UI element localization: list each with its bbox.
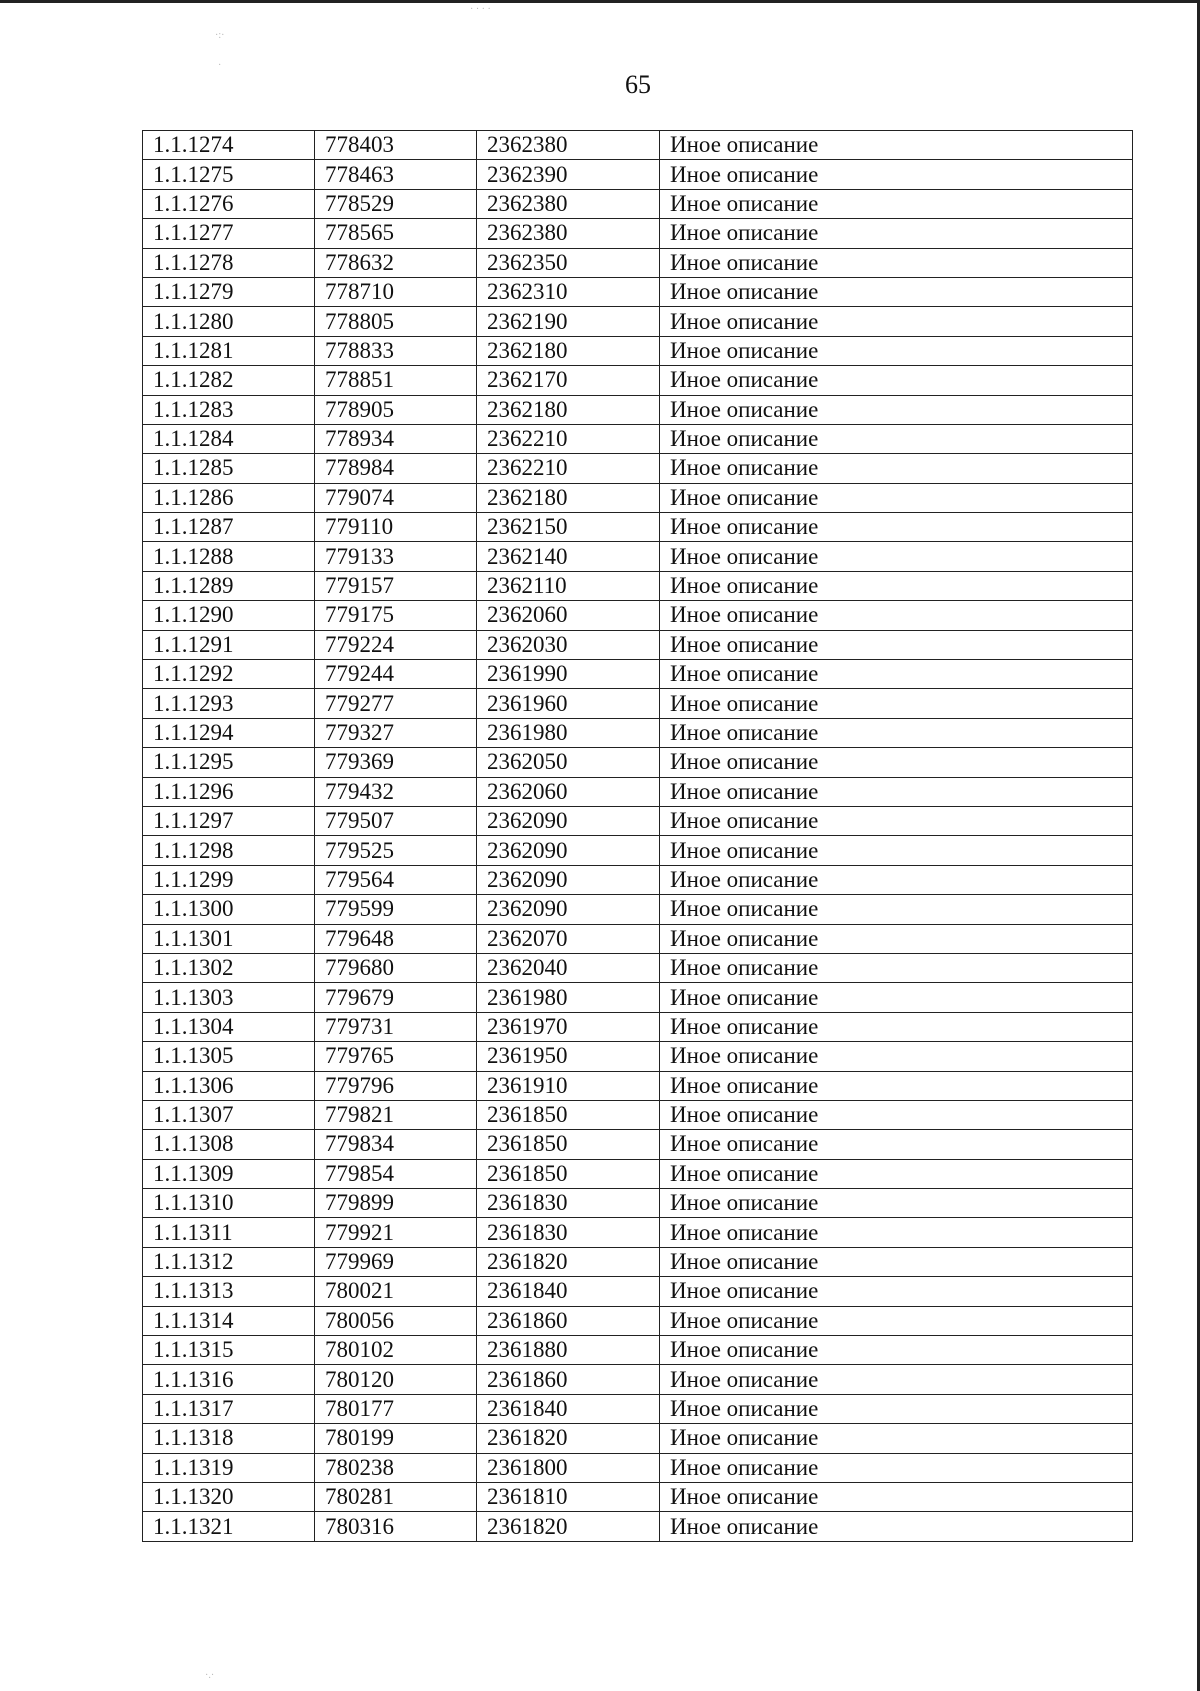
- point-number-cell: 1.1.1320: [143, 1482, 315, 1511]
- y-coordinate-cell: 2362090: [477, 895, 660, 924]
- table-row: [143, 895, 1133, 924]
- x-coordinate-cell: 779277: [315, 689, 477, 718]
- y-coordinate-cell: 2362150: [477, 513, 660, 542]
- x-coordinate-cell: 778805: [315, 307, 477, 336]
- point-number-cell: 1.1.1294: [143, 718, 315, 747]
- point-number-cell: 1.1.1313: [143, 1277, 315, 1306]
- table-row: [143, 1365, 1133, 1394]
- description-cell: Иное описание: [660, 806, 1133, 835]
- x-coordinate-cell: 778565: [315, 219, 477, 248]
- x-coordinate-cell: 779369: [315, 748, 477, 777]
- description-cell: Иное описание: [660, 1512, 1133, 1541]
- description-cell: Иное описание: [660, 777, 1133, 806]
- y-coordinate-cell: 2362380: [477, 219, 660, 248]
- x-coordinate-cell: 779765: [315, 1042, 477, 1071]
- point-number-cell: 1.1.1280: [143, 307, 315, 336]
- y-coordinate-cell: 2362350: [477, 248, 660, 277]
- point-number-cell: 1.1.1301: [143, 924, 315, 953]
- y-coordinate-cell: 2361990: [477, 660, 660, 689]
- point-number-cell: 1.1.1288: [143, 542, 315, 571]
- table-row: [143, 1189, 1133, 1218]
- x-coordinate-cell: 779564: [315, 865, 477, 894]
- point-number-cell: 1.1.1318: [143, 1424, 315, 1453]
- y-coordinate-cell: 2362070: [477, 924, 660, 953]
- description-cell: Иное описание: [660, 718, 1133, 747]
- description-cell: Иное описание: [660, 336, 1133, 365]
- table-row: [143, 307, 1133, 336]
- description-cell: Иное описание: [660, 1365, 1133, 1394]
- point-number-cell: 1.1.1295: [143, 748, 315, 777]
- table-row: [143, 924, 1133, 953]
- y-coordinate-cell: 2361840: [477, 1394, 660, 1423]
- x-coordinate-cell: 779074: [315, 483, 477, 512]
- point-number-cell: 1.1.1309: [143, 1159, 315, 1188]
- point-number-cell: 1.1.1290: [143, 601, 315, 630]
- point-number-cell: 1.1.1310: [143, 1189, 315, 1218]
- point-number-cell: 1.1.1278: [143, 248, 315, 277]
- table-row: [143, 424, 1133, 453]
- y-coordinate-cell: 2362180: [477, 483, 660, 512]
- point-number-cell: 1.1.1312: [143, 1247, 315, 1276]
- table-row: [143, 689, 1133, 718]
- table-row: [143, 366, 1133, 395]
- y-coordinate-cell: 2362030: [477, 630, 660, 659]
- description-cell: Иное описание: [660, 895, 1133, 924]
- description-cell: Иное описание: [660, 865, 1133, 894]
- table-row: [143, 777, 1133, 806]
- table-row: [143, 748, 1133, 777]
- y-coordinate-cell: 2362380: [477, 189, 660, 218]
- description-cell: Иное описание: [660, 513, 1133, 542]
- y-coordinate-cell: 2361960: [477, 689, 660, 718]
- point-number-cell: 1.1.1311: [143, 1218, 315, 1247]
- x-coordinate-cell: 778529: [315, 189, 477, 218]
- y-coordinate-cell: 2362190: [477, 307, 660, 336]
- y-coordinate-cell: 2362140: [477, 542, 660, 571]
- description-cell: Иное описание: [660, 689, 1133, 718]
- point-number-cell: 1.1.1284: [143, 424, 315, 453]
- point-number-cell: 1.1.1298: [143, 836, 315, 865]
- table-row: [143, 160, 1133, 189]
- x-coordinate-cell: 779731: [315, 1012, 477, 1041]
- scan-artifact: ·:·: [215, 30, 225, 41]
- y-coordinate-cell: 2361860: [477, 1365, 660, 1394]
- y-coordinate-cell: 2362390: [477, 160, 660, 189]
- x-coordinate-cell: 780177: [315, 1394, 477, 1423]
- table-row: [143, 1394, 1133, 1423]
- description-cell: Иное описание: [660, 424, 1133, 453]
- y-coordinate-cell: 2361860: [477, 1306, 660, 1335]
- table-row: [143, 131, 1133, 160]
- y-coordinate-cell: 2361840: [477, 1277, 660, 1306]
- y-coordinate-cell: 2361950: [477, 1042, 660, 1071]
- table-row: [143, 630, 1133, 659]
- x-coordinate-cell: 780102: [315, 1336, 477, 1365]
- y-coordinate-cell: 2361850: [477, 1159, 660, 1188]
- table-row: [143, 277, 1133, 306]
- point-number-cell: 1.1.1274: [143, 131, 315, 160]
- point-number-cell: 1.1.1314: [143, 1306, 315, 1335]
- point-number-cell: 1.1.1297: [143, 806, 315, 835]
- point-number-cell: 1.1.1283: [143, 395, 315, 424]
- y-coordinate-cell: 2362060: [477, 777, 660, 806]
- y-coordinate-cell: 2361820: [477, 1247, 660, 1276]
- table-row: [143, 542, 1133, 571]
- x-coordinate-cell: 779110: [315, 513, 477, 542]
- description-cell: Иное описание: [660, 1482, 1133, 1511]
- description-cell: Иное описание: [660, 542, 1133, 571]
- y-coordinate-cell: 2362090: [477, 806, 660, 835]
- table-row: [143, 718, 1133, 747]
- y-coordinate-cell: 2362090: [477, 865, 660, 894]
- y-coordinate-cell: 2362060: [477, 601, 660, 630]
- x-coordinate-cell: 779969: [315, 1247, 477, 1276]
- x-coordinate-cell: 778905: [315, 395, 477, 424]
- x-coordinate-cell: 780199: [315, 1424, 477, 1453]
- description-cell: Иное описание: [660, 953, 1133, 982]
- page-number: 65: [625, 70, 651, 99]
- scan-artifact: · · · ·: [470, 4, 491, 15]
- y-coordinate-cell: 2362180: [477, 395, 660, 424]
- description-cell: Иное описание: [660, 1012, 1133, 1041]
- point-number-cell: 1.1.1282: [143, 366, 315, 395]
- description-cell: Иное описание: [660, 1277, 1133, 1306]
- table-row: [143, 1306, 1133, 1335]
- point-number-cell: 1.1.1303: [143, 983, 315, 1012]
- x-coordinate-cell: 779599: [315, 895, 477, 924]
- point-number-cell: 1.1.1276: [143, 189, 315, 218]
- description-cell: Иное описание: [660, 248, 1133, 277]
- y-coordinate-cell: 2362170: [477, 366, 660, 395]
- description-cell: Иное описание: [660, 1042, 1133, 1071]
- x-coordinate-cell: 779157: [315, 571, 477, 600]
- x-coordinate-cell: 779796: [315, 1071, 477, 1100]
- x-coordinate-cell: 779244: [315, 660, 477, 689]
- table-row: [143, 1512, 1133, 1541]
- y-coordinate-cell: 2361980: [477, 983, 660, 1012]
- table-row: [143, 806, 1133, 835]
- description-cell: Иное описание: [660, 1189, 1133, 1218]
- y-coordinate-cell: 2361910: [477, 1071, 660, 1100]
- table-row: [143, 953, 1133, 982]
- x-coordinate-cell: 779921: [315, 1218, 477, 1247]
- table-row: [143, 836, 1133, 865]
- description-cell: Иное описание: [660, 630, 1133, 659]
- y-coordinate-cell: 2361850: [477, 1130, 660, 1159]
- point-number-cell: 1.1.1300: [143, 895, 315, 924]
- table-row: [143, 395, 1133, 424]
- x-coordinate-cell: 778851: [315, 366, 477, 395]
- description-cell: Иное описание: [660, 219, 1133, 248]
- table-row: [143, 248, 1133, 277]
- x-coordinate-cell: 780281: [315, 1482, 477, 1511]
- description-cell: Иное описание: [660, 1336, 1133, 1365]
- description-cell: Иное описание: [660, 395, 1133, 424]
- x-coordinate-cell: 778632: [315, 248, 477, 277]
- table-row: [143, 1071, 1133, 1100]
- table-row: [143, 1100, 1133, 1129]
- table-row: [143, 1482, 1133, 1511]
- x-coordinate-cell: 779680: [315, 953, 477, 982]
- point-number-cell: 1.1.1277: [143, 219, 315, 248]
- description-cell: Иное описание: [660, 1247, 1133, 1276]
- x-coordinate-cell: 779854: [315, 1159, 477, 1188]
- point-number-cell: 1.1.1305: [143, 1042, 315, 1071]
- x-coordinate-cell: 779175: [315, 601, 477, 630]
- x-coordinate-cell: 779821: [315, 1100, 477, 1129]
- point-number-cell: 1.1.1287: [143, 513, 315, 542]
- table-row: [143, 513, 1133, 542]
- point-number-cell: 1.1.1289: [143, 571, 315, 600]
- description-cell: Иное описание: [660, 189, 1133, 218]
- scan-artifact: ·.·: [205, 1670, 215, 1681]
- point-number-cell: 1.1.1291: [143, 630, 315, 659]
- point-number-cell: 1.1.1286: [143, 483, 315, 512]
- x-coordinate-cell: 778710: [315, 277, 477, 306]
- x-coordinate-cell: 779525: [315, 836, 477, 865]
- scan-artifact: ·: [218, 60, 222, 71]
- point-number-cell: 1.1.1302: [143, 953, 315, 982]
- x-coordinate-cell: 779224: [315, 630, 477, 659]
- x-coordinate-cell: 780056: [315, 1306, 477, 1335]
- point-number-cell: 1.1.1285: [143, 454, 315, 483]
- y-coordinate-cell: 2361970: [477, 1012, 660, 1041]
- x-coordinate-cell: 780120: [315, 1365, 477, 1394]
- point-number-cell: 1.1.1317: [143, 1394, 315, 1423]
- table-row: [143, 483, 1133, 512]
- description-cell: Иное описание: [660, 660, 1133, 689]
- y-coordinate-cell: 2362210: [477, 454, 660, 483]
- description-cell: Иное описание: [660, 483, 1133, 512]
- y-coordinate-cell: 2362210: [477, 424, 660, 453]
- description-cell: Иное описание: [660, 1306, 1133, 1335]
- y-coordinate-cell: 2361850: [477, 1100, 660, 1129]
- x-coordinate-cell: 779899: [315, 1189, 477, 1218]
- description-cell: Иное описание: [660, 1394, 1133, 1423]
- description-cell: Иное описание: [660, 1453, 1133, 1482]
- coordinates-table: [142, 130, 1133, 1542]
- description-cell: Иное описание: [660, 836, 1133, 865]
- point-number-cell: 1.1.1315: [143, 1336, 315, 1365]
- table-row: [143, 601, 1133, 630]
- y-coordinate-cell: 2361820: [477, 1512, 660, 1541]
- table-row: [143, 336, 1133, 365]
- table-row: [143, 1277, 1133, 1306]
- table-row: [143, 1247, 1133, 1276]
- point-number-cell: 1.1.1275: [143, 160, 315, 189]
- table-row: [143, 1336, 1133, 1365]
- y-coordinate-cell: 2362040: [477, 953, 660, 982]
- y-coordinate-cell: 2361820: [477, 1424, 660, 1453]
- x-coordinate-cell: 780021: [315, 1277, 477, 1306]
- table-row: [143, 1159, 1133, 1188]
- table-row: [143, 571, 1133, 600]
- point-number-cell: 1.1.1304: [143, 1012, 315, 1041]
- description-cell: Иное описание: [660, 454, 1133, 483]
- x-coordinate-cell: 778403: [315, 131, 477, 160]
- description-cell: Иное описание: [660, 1130, 1133, 1159]
- y-coordinate-cell: 2361800: [477, 1453, 660, 1482]
- point-number-cell: 1.1.1308: [143, 1130, 315, 1159]
- point-number-cell: 1.1.1307: [143, 1100, 315, 1129]
- description-cell: Иное описание: [660, 571, 1133, 600]
- table-row: [143, 1042, 1133, 1071]
- y-coordinate-cell: 2361810: [477, 1482, 660, 1511]
- description-cell: Иное описание: [660, 366, 1133, 395]
- table-row: [143, 1453, 1133, 1482]
- description-cell: Иное описание: [660, 748, 1133, 777]
- x-coordinate-cell: 779133: [315, 542, 477, 571]
- y-coordinate-cell: 2362380: [477, 131, 660, 160]
- x-coordinate-cell: 778984: [315, 454, 477, 483]
- y-coordinate-cell: 2362110: [477, 571, 660, 600]
- description-cell: Иное описание: [660, 1071, 1133, 1100]
- description-cell: Иное описание: [660, 1159, 1133, 1188]
- x-coordinate-cell: 780238: [315, 1453, 477, 1482]
- point-number-cell: 1.1.1279: [143, 277, 315, 306]
- x-coordinate-cell: 779679: [315, 983, 477, 1012]
- table-row: [143, 865, 1133, 894]
- table-row: [143, 983, 1133, 1012]
- x-coordinate-cell: 779432: [315, 777, 477, 806]
- point-number-cell: 1.1.1296: [143, 777, 315, 806]
- description-cell: Иное описание: [660, 1100, 1133, 1129]
- x-coordinate-cell: 779834: [315, 1130, 477, 1159]
- x-coordinate-cell: 778463: [315, 160, 477, 189]
- table-row: [143, 1012, 1133, 1041]
- y-coordinate-cell: 2362310: [477, 277, 660, 306]
- point-number-cell: 1.1.1281: [143, 336, 315, 365]
- x-coordinate-cell: 778934: [315, 424, 477, 453]
- coordinates-table-body: [143, 131, 1133, 1542]
- y-coordinate-cell: 2361830: [477, 1189, 660, 1218]
- description-cell: Иное описание: [660, 160, 1133, 189]
- x-coordinate-cell: 778833: [315, 336, 477, 365]
- point-number-cell: 1.1.1299: [143, 865, 315, 894]
- point-number-cell: 1.1.1306: [143, 1071, 315, 1100]
- y-coordinate-cell: 2361980: [477, 718, 660, 747]
- table-row: [143, 1424, 1133, 1453]
- x-coordinate-cell: 779507: [315, 806, 477, 835]
- x-coordinate-cell: 779648: [315, 924, 477, 953]
- y-coordinate-cell: 2362090: [477, 836, 660, 865]
- description-cell: Иное описание: [660, 1218, 1133, 1247]
- x-coordinate-cell: 780316: [315, 1512, 477, 1541]
- point-number-cell: 1.1.1293: [143, 689, 315, 718]
- description-cell: Иное описание: [660, 1424, 1133, 1453]
- table-row: [143, 1218, 1133, 1247]
- table-row: [143, 660, 1133, 689]
- description-cell: Иное описание: [660, 983, 1133, 1012]
- description-cell: Иное описание: [660, 307, 1133, 336]
- table-row: [143, 454, 1133, 483]
- table-row: [143, 189, 1133, 218]
- description-cell: Иное описание: [660, 277, 1133, 306]
- point-number-cell: 1.1.1316: [143, 1365, 315, 1394]
- point-number-cell: 1.1.1292: [143, 660, 315, 689]
- table-row: [143, 1130, 1133, 1159]
- description-cell: Иное описание: [660, 924, 1133, 953]
- point-number-cell: 1.1.1319: [143, 1453, 315, 1482]
- point-number-cell: 1.1.1321: [143, 1512, 315, 1541]
- table-row: [143, 219, 1133, 248]
- description-cell: Иное описание: [660, 601, 1133, 630]
- y-coordinate-cell: 2362050: [477, 748, 660, 777]
- y-coordinate-cell: 2362180: [477, 336, 660, 365]
- x-coordinate-cell: 779327: [315, 718, 477, 747]
- description-cell: Иное описание: [660, 131, 1133, 160]
- y-coordinate-cell: 2361830: [477, 1218, 660, 1247]
- y-coordinate-cell: 2361880: [477, 1336, 660, 1365]
